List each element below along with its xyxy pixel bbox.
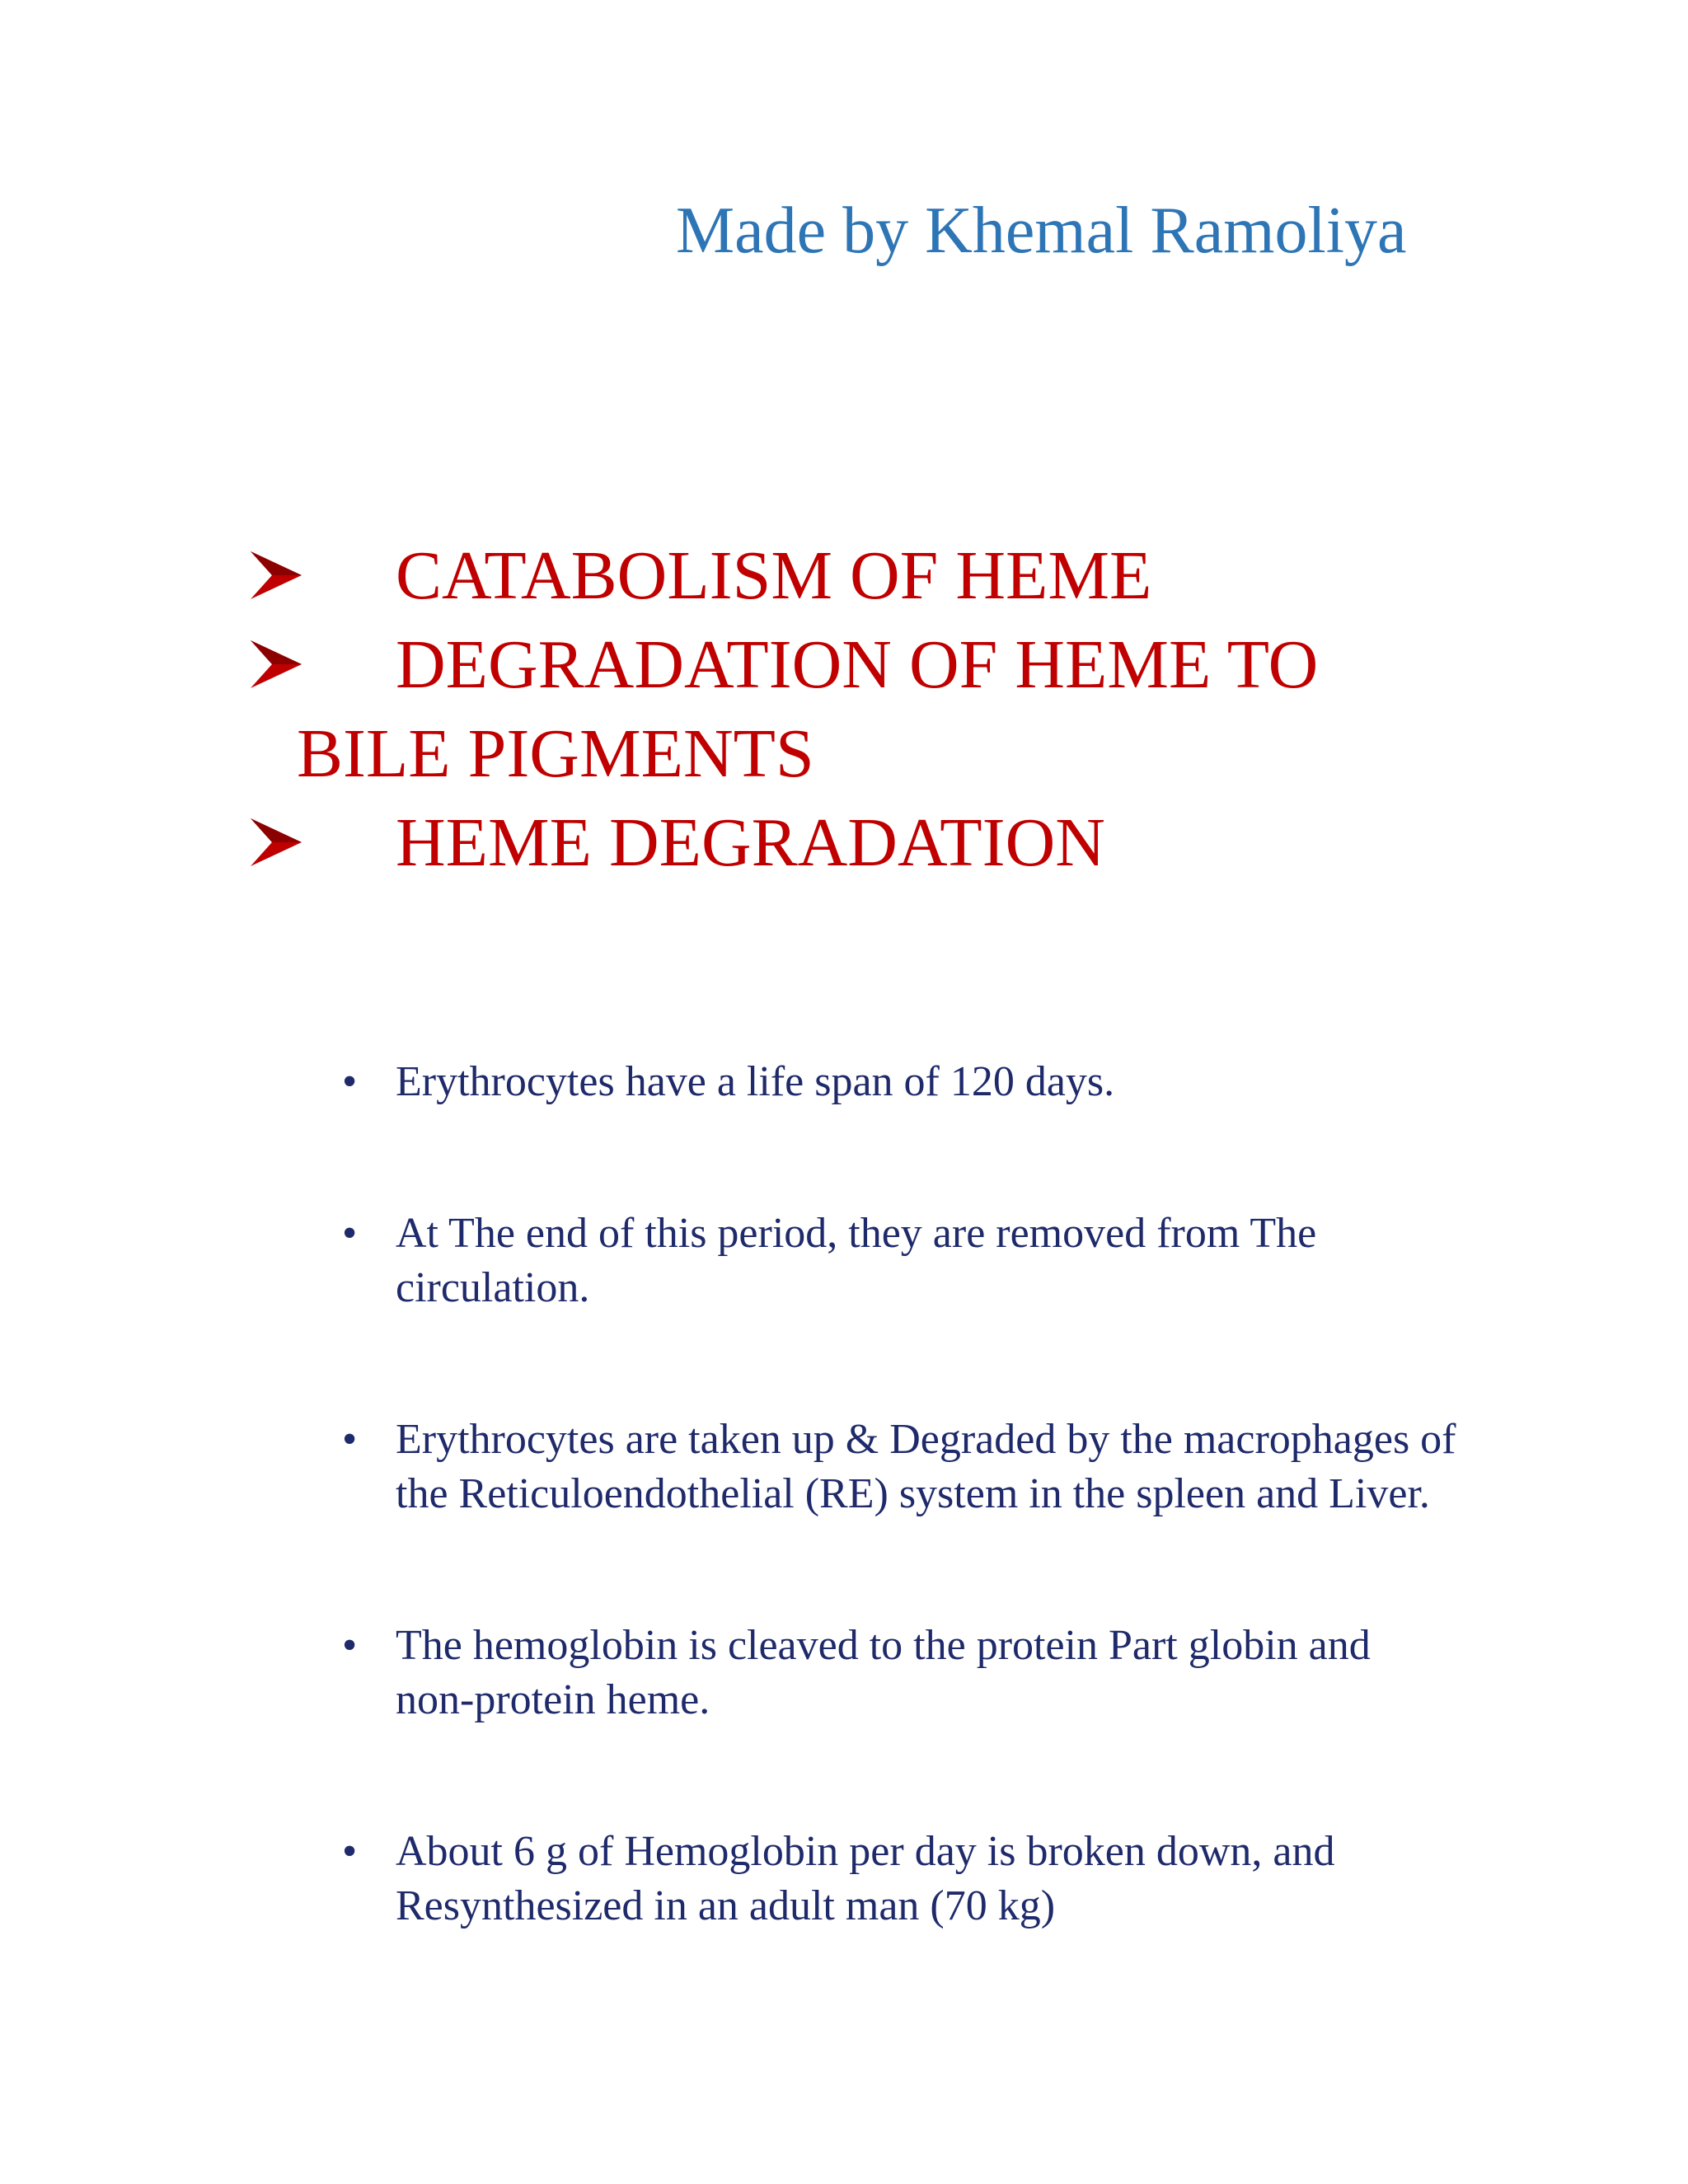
list-item-line: Erythrocytes have a life span of 120 days.: [396, 1058, 1115, 1105]
heading-text-continuation: BILE PIGMENTS: [297, 715, 814, 792]
list-item-line: the Reticuloendothelial (RE) system in the spleen and Liver.: [396, 1470, 1430, 1517]
heading-item: [247, 799, 1484, 888]
list-item: [342, 1207, 1512, 1315]
list-item-line: circulation.: [396, 1264, 590, 1311]
heading-text: DEGRADATION OF HEME TO: [396, 626, 1319, 703]
bullet-dot: •: [342, 1622, 358, 1669]
heading-text: CATABOLISM OF HEME: [396, 537, 1152, 614]
list-item: [342, 1825, 1512, 1933]
bullet-list: [342, 1055, 1512, 2031]
list-item: [342, 1413, 1512, 1521]
list-item-line: Resynthesized in an adult man (70 kg): [396, 1882, 1056, 1929]
list-item-line: Erythrocytes are taken up & Degraded by the macrophages of: [396, 1416, 1456, 1463]
bullet-dot: •: [342, 1058, 358, 1105]
author-credit: Made by Khemal Ramoliya: [676, 194, 1407, 267]
list-item-line: non-protein heme.: [396, 1676, 710, 1723]
list-item-line: At The end of this period, they are removed from The: [396, 1210, 1317, 1257]
arrowhead-bullet-icon: [247, 813, 305, 871]
bullet-dot: •: [342, 1210, 358, 1257]
bullet-dot: •: [342, 1828, 358, 1875]
bullet-dot: •: [342, 1416, 358, 1463]
heading-item: [247, 532, 1484, 621]
list-item: [342, 1619, 1512, 1727]
heading-text: HEME DEGRADATION: [396, 804, 1105, 881]
arrowhead-bullet-icon: [247, 635, 305, 693]
list-item-line: About 6 g of Hemoglobin per day is broken down, and: [396, 1828, 1335, 1875]
heading-continuation: [247, 710, 1484, 799]
list-item-line: The hemoglobin is cleaved to the protein Part globin and: [396, 1622, 1371, 1669]
list-item: [342, 1055, 1512, 1109]
arrowhead-bullet-icon: [247, 546, 305, 604]
heading-list: [247, 532, 1484, 888]
heading-item: [247, 621, 1484, 710]
